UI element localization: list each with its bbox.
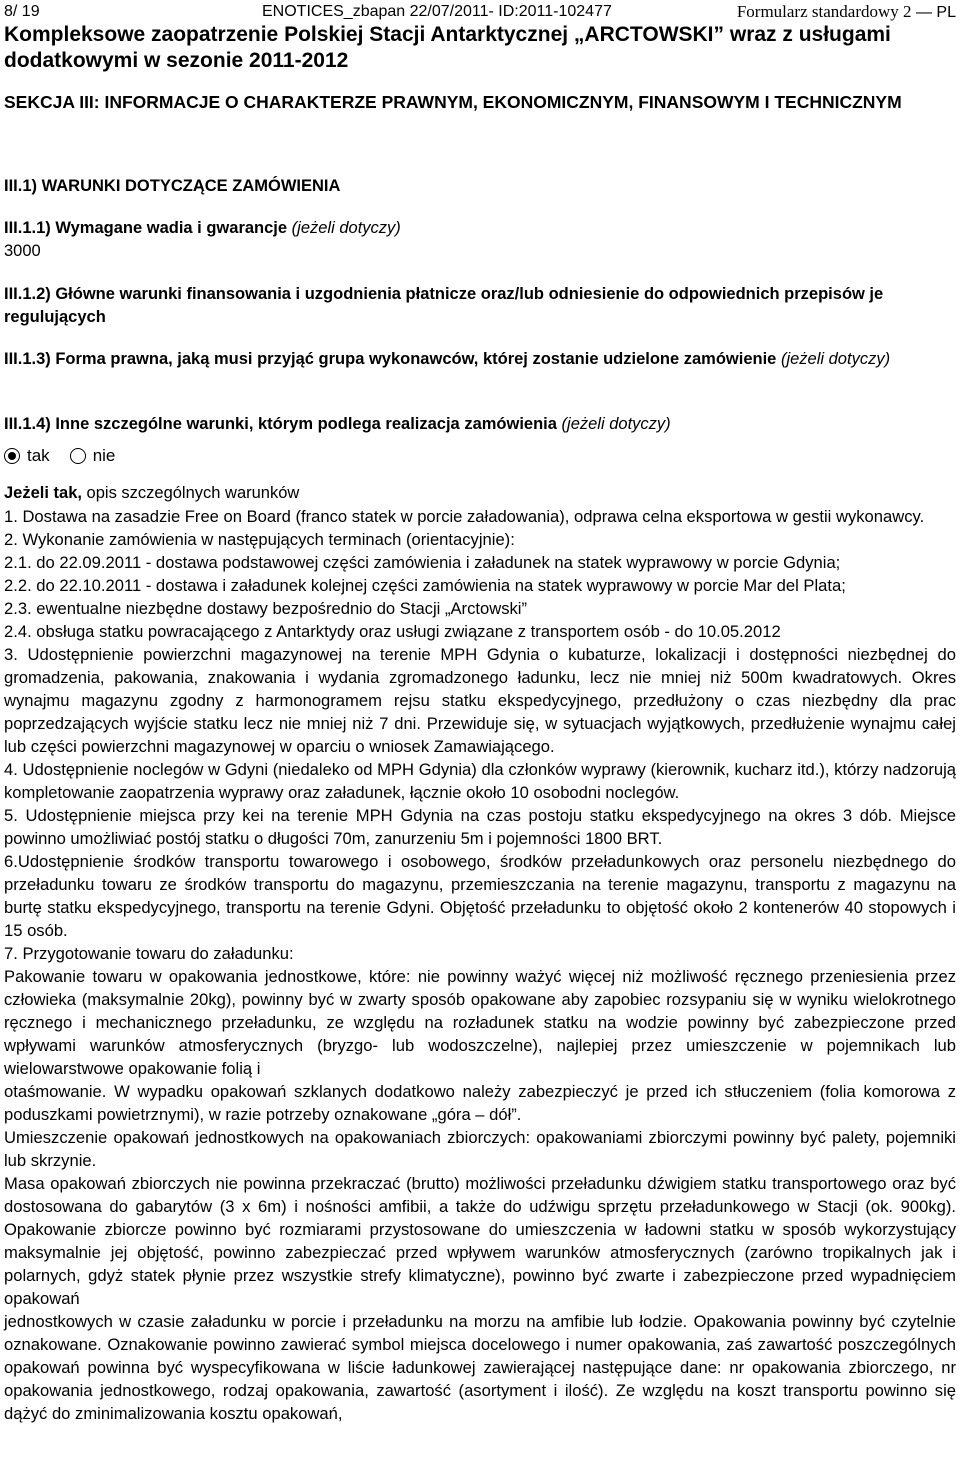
body-paragraph: Pakowanie towaru w opakowania jednostkowe, które: nie powinny ważyć więcej niż możliwość ręcznego przeniesienia przez człowieka (maksymalnie 20kg), powinny być w zwarty sposób opakowane aby zapobiec rozsypaniu się w wyniku wielokrotnego ręcznego i mechanicznego przeładunku, ze względu na rozładunek statku na wodzie powinny być zabezpieczone przed wpływami warunków atmosferycznych (bryzgo- lub wodoszczelne), najlepiej przez umieszczenie w pojemnikach lub wielowarstwowe opakowanie folią i [4,967,956,1078]
subsection-iii14 [4,413,956,436]
iii11-label: III.1.1) Wymagane wadia i gwarancje [4,219,288,237]
body-paragraph: 6.Udostępnienie środków transportu towarowego i osobowego, środków przeładunkowych oraz personelu niezbędnego do przeładunku towaru ze środków transportu do magazynu, przemieszczania na terenie magazynu, transportu z magazynu na burtę statku ekspedycyjnego, transportu na terenie Gdyni. Objętość przeładunku to objętość około 2 kontenerów 40 stopowych i 15 osób. [4,852,956,940]
body-paragraph: 3. Udostępnienie powierzchni magazynowej na terenie MPH Gdynia o kubaturze, lokalizacji i dostępności niezbędnej do gromadzenia, pakowania, znakowania i wydania zgromadzonego ładunku, lecz nie mniej niż 500m kwadratowych. Okres wynajmu magazynu zgodny z harmonogramem rejsu statku ekspedycyjnego, przedłużony o czas niezbędny dla prac poprzedzających wyjście statku lecz nie mniej niż 7 dni. Przewiduje się, w sytuacjach wyjątkowych, przedłużenie wynajmu całej lub części powierzchni magazynowej w oparciu o wniosek Zamawiającego. [4,645,956,756]
body-paragraph: 2.2. do 22.10.2011 - dostawa i załadunek kolejnej części zamówienia na statek wyprawowy w porcie Mar del Plata; [4,576,846,595]
if-yes-heading [4,482,956,505]
iii13-label: III.1.3) Forma prawna, jaką musi przyjąć grupa wykonawców, której zostanie udzielone zamówienie [4,350,777,368]
section-heading: SEKCJA III: INFORMACJE O CHARAKTERZE PRAWNYM, EKONOMICZNYM, FINANSOWYM I TECHNICZNYM [4,92,902,112]
body-paragraph: 1. Dostawa na zasadzie Free on Board (franco statek w porcie załadowania), odprawa celna eksportowa w gestii wykonawcy. [4,507,925,526]
page-header [4,2,956,22]
radio-selected-dot [8,452,16,460]
iii11-value: 3000 [4,242,41,260]
body-paragraph: jednostkowych w czasie załadunku w porcie i przeładunku na morzu na amfibie lub łodzie. Opakowania powinny być czytelnie oznakowane. Oznakowanie powinno zawierać symbol miejsca docelowego i numer opakowania, zaś zawartość poszczególnych opakowań powinna być wyspecyfikowana w liście ładunkowej zawierającej następujące dane: nr opakowania zbiorczego, nr opakowania jednostkowego, rodzaj opakowania, zawartość (asortyment i ilość). Ze względu na koszt transportu powinno się dążyć do zminimalizowania kosztu opakowań, [4,1312,956,1423]
radio-no-label: nie [92,446,116,465]
body-paragraph: 2.3. ewentualne niezbędne dostawy bezpośrednio do Stacji „Arctowski” [4,599,528,618]
body-paragraph: 2.4. obsługa statku powracającego z Antarktydy oraz usługi związane z transportem osób - do 10.05.2012 [4,622,781,641]
body-paragraph: 2.1. do 22.09.2011 - dostawa podstawowej części zamówienia i załadunek na statek wyprawowy w porcie Gdynia; [4,553,841,572]
iii14-note: (jeżeli dotyczy) [561,415,671,433]
form-label [737,2,956,23]
body-paragraph: 5. Udostępnienie miejsca przy kei na terenie MPH Gdynia na czas postoju statku ekspedycyjnego na okres 3 dób. Miejsce powinno umożliwiać postój statku o długości 70m, zanurzeniu 5m i pojemności 1800 BRT. [4,806,956,848]
iii11-note: (jeżeli dotyczy) [291,219,401,237]
body-paragraph: 2. Wykonanie zamówienia w następujących terminach (orientacyjnie): [4,530,515,549]
if-yes-bold: Jeżeli tak, [4,484,82,502]
body-paragraph: 7. Przygotowanie towaru do załadunku: [4,944,294,963]
radio-no[interactable] [70,448,86,464]
radio-yes[interactable] [4,448,20,464]
iii13-note: (jeżeli dotyczy) [780,350,891,368]
form-name: Formularz standardowy 2 [736,2,912,21]
body-paragraph: Masa opakowań zbiorczych nie powinna przekraczać (brutto) możliwości przeładunku dźwigiem statku transportowego oraz być dostosowana do gabarytów (3 x 6m) i nośności amfibii, a także do udźwigu sprzętu przeładunkowego w Stacji (ok. 900kg). Opakowanie zbiorcze powinno być rozmiarami przystosowane do umieszczenia w ładowni statku w sposób wykorzystujący maksymalnie jej objętość, powinno zabezpieczać przed wpływem warunków atmosferycznych (zarówno tropikalnych jak i polarnych, gdyż statek płynie przez wszystkie strefy klimatyczne), powinno być zwarte i zabezpieczone przed wypadnięciem opakowań [4,1174,956,1308]
document-title: Kompleksowe zaopatrzenie Polskiej Stacji Antarktycznej „ARCTOWSKI” wraz z usługami dodatkowymi w sezonie 2011-2012 [4,23,891,72]
subsection-iii12: III.1.2) Główne warunki finansowania i uzgodnienia płatnicze oraz/lub odniesienie do odpowiednich przepisów je regulujących [4,285,884,326]
subsection-iii11 [4,217,956,263]
if-yes-rest: opis szczególnych warunków [81,484,300,502]
radio-yes-label: tak [27,446,50,465]
iii14-label: III.1.4) Inne szczególne warunki, którym podlega realizacja zamówienia [4,415,557,433]
document-id: ENOTICES_zbapan 22/07/2011- ID:2011-102477 [262,3,612,20]
body-paragraph: 4. Udostępnienie noclegów w Gdyni (niedaleko od MPH Gdynia) dla członków wyprawy (kierownik, kucharz itd.), którzy nadzorują kompletowanie zaopatrzenia wyprawy oraz załadunek, łącznie około 10 osobodni noclegów. [4,760,956,802]
subsection-iii1: III.1) WARUNKI DOTYCZĄCE ZAMÓWIENIA [4,177,341,195]
yes-no-radio-group [4,445,135,467]
subsection-iii13 [4,348,956,371]
language-code: PL [936,4,956,21]
page-number: 8/ 19 [4,3,40,20]
body-paragraph: otaśmowanie. W wypadku opakowań szklanych dodatkowo należy zabezpieczyć je przed ich stłuczeniem (folia komorowa z poduszkami powietrznymi), w razie potrzeby oznakowane „góra – dół”. [4,1082,956,1124]
body-paragraph: Umieszczenie opakowań jednostkowych na opakowaniach zbiorczych: opakowaniami zbiorczymi powinny być palety, pojemniki lub skrzynie. [4,1128,956,1170]
form-dash: — [915,4,932,21]
conditions-body [4,505,956,1425]
